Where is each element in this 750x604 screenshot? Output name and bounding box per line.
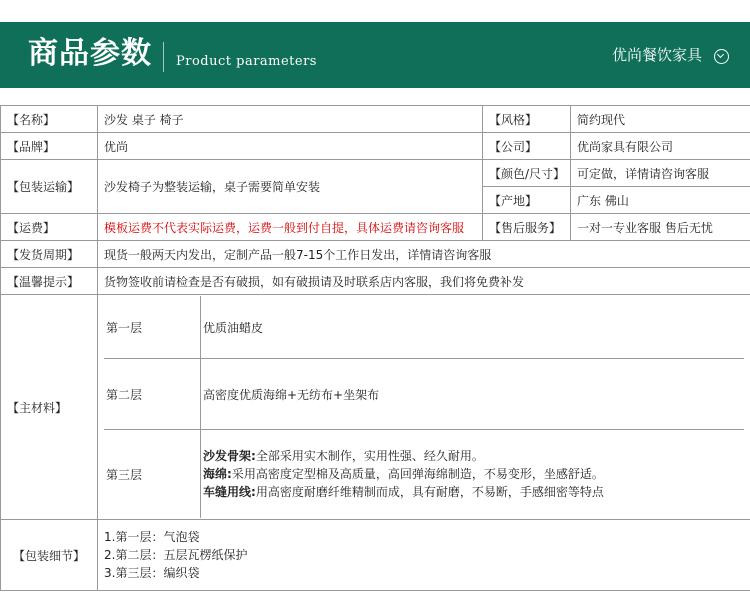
list-item: 2.第二层：五层瓦楞纸保护 bbox=[104, 548, 248, 562]
title-divider bbox=[163, 42, 164, 72]
color-size-value: 可定做，详情请咨询客服 bbox=[571, 160, 750, 187]
layer-3-level: 第三层 bbox=[104, 430, 201, 519]
material-desc: 用高密度耐磨纤维精制而成，具有耐磨，不易断，手感细密等特点 bbox=[255, 485, 604, 499]
material-item bbox=[203, 447, 742, 465]
packing-detail-label: 【包装细节】 bbox=[1, 520, 98, 591]
table-row bbox=[1, 520, 750, 591]
page-title: 商品参数 bbox=[28, 36, 152, 71]
materials-table bbox=[104, 296, 744, 518]
layer-2-level: 第二层 bbox=[104, 359, 201, 430]
table-row bbox=[1, 133, 750, 160]
notice-value: 货物签收前请检查是否有破损，如有破损请及时联系店内客服，我们将免费补发 bbox=[98, 268, 750, 295]
shipping-value: 模板运费不代表实际运费，运费一般到付自提，具体运费请咨询客服 bbox=[98, 214, 483, 241]
style-label: 【风格】 bbox=[483, 106, 571, 133]
layer-3-detail bbox=[201, 430, 745, 519]
shipping-label: 【运费】 bbox=[1, 214, 98, 241]
material-item bbox=[203, 483, 742, 501]
company-label: 【公司】 bbox=[483, 133, 571, 160]
after-sales-value: 一对一专业客服 售后无忧 bbox=[571, 214, 750, 241]
style-value: 简约现代 bbox=[571, 106, 750, 133]
origin-label: 【产地】 bbox=[483, 187, 571, 214]
chevron-down-icon[interactable] bbox=[714, 49, 729, 64]
material-item bbox=[203, 465, 742, 483]
material-desc: 全部采用实木制作，实用性强、经久耐用。 bbox=[255, 449, 484, 463]
material-layer bbox=[104, 359, 744, 430]
params-table bbox=[0, 105, 750, 591]
table-row bbox=[1, 160, 750, 187]
company-value: 优尚家具有限公司 bbox=[571, 133, 750, 160]
material-key: 车缝用线: bbox=[203, 485, 256, 499]
material-key: 海绵: bbox=[203, 467, 232, 481]
table-row bbox=[1, 241, 750, 268]
packaging-label: 【包装运输】 bbox=[1, 160, 98, 214]
layer-2-text: 高密度优质海绵+无纺布+坐架布 bbox=[201, 359, 745, 430]
packing-detail-value bbox=[98, 520, 750, 591]
material-key: 沙发骨架: bbox=[203, 449, 256, 463]
material-layer bbox=[104, 430, 744, 519]
material-layer bbox=[104, 296, 744, 359]
materials-label: 【主材料】 bbox=[1, 295, 98, 520]
origin-value: 广东 佛山 bbox=[571, 187, 750, 214]
brand-link[interactable]: 优尚餐饮家具 bbox=[611, 46, 702, 64]
brand-value: 优尚 bbox=[98, 133, 483, 160]
layer-1-level: 第一层 bbox=[104, 296, 201, 359]
name-value: 沙发 桌子 椅子 bbox=[98, 106, 483, 133]
brand-label: 【品牌】 bbox=[1, 133, 98, 160]
notice-label: 【温馨提示】 bbox=[1, 268, 98, 295]
table-row bbox=[1, 268, 750, 295]
layer-1-text: 优质油蜡皮 bbox=[201, 296, 745, 359]
table-row bbox=[1, 214, 750, 241]
name-label: 【名称】 bbox=[1, 106, 98, 133]
packaging-value: 沙发椅子为整装运输，桌子需要简单安装 bbox=[98, 160, 483, 214]
material-desc: 采用高密度定型棉及高质量，高回弹海绵制造，不易变形，坐感舒适。 bbox=[231, 467, 604, 481]
list-item: 1.第一层：气泡袋 bbox=[104, 530, 200, 544]
delivery-value: 现货一般两天内发出，定制产品一般7-15个工作日发出，详情请咨询客服 bbox=[98, 241, 750, 268]
delivery-label: 【发货周期】 bbox=[1, 241, 98, 268]
page-subtitle: Product parameters bbox=[176, 54, 317, 69]
after-sales-label: 【售后服务】 bbox=[483, 214, 571, 241]
materials-cell bbox=[98, 295, 750, 520]
header-banner bbox=[0, 22, 750, 88]
table-row bbox=[1, 295, 750, 520]
color-size-label: 【颜色/尺寸】 bbox=[483, 160, 571, 187]
list-item: 3.第三层：编织袋 bbox=[104, 566, 200, 580]
table-row bbox=[1, 106, 750, 133]
